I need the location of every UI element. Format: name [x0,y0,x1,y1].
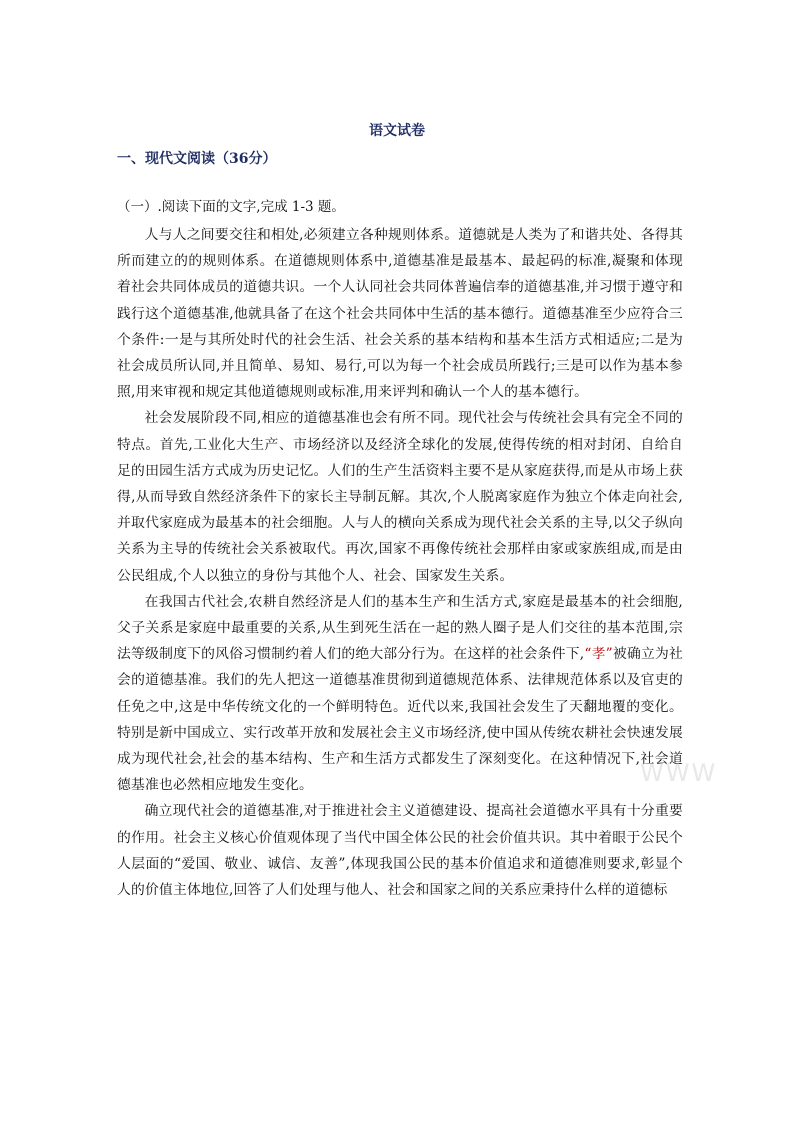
paragraph-4: 确立现代社会的道德基准,对于推进社会主义道德建设、提高社会道德水平具有十分重要的作用。社会主义核心价值观体现了当代中国全体公民的社会价值共识。其中着眼于公民个人层面的“爱国、敬业、诚信、友善”,体现我国公民的基本价值追求和道德准则要求,彰显个人的价值主体地位,回答了人们处理与他人、社会和国家之间的关系应秉持什么样的道德标 [117,803,683,899]
watermark: WWW [640,759,718,787]
paragraph-3 [117,589,683,799]
paragraph-1: 人与人之间要交往和相处,必须建立各种规则体系。道德就是人类为了和谐共处、各得其所而建立的的规则体系。在道德规则体系中,道德基准是最基本、最起码的标准,凝聚和体现着社会共同体成员的道德共识。一个人认同社会共同体普遍信奉的道德基准,并习惯于遵守和践行这个道德基准,他就具备了在这个社会共同体中生活的基本德行。道德基准至少应符合三个条件:一是与其所处时代的社会生活、社会关系的基本结构和基本生活方式相适应;二是为社会成员所认同,并且简单、易知、易行,可以为每一个社会成员所践行;三是可以作为基本参照,用来审视和规定其他道德规则或标准,用来评判和确认一个人的基本德行。 [117,227,683,401]
paragraph-3-part-2: 被确立为社会的道德基准。我们的先人把这一道德基准贯彻到道德规范体系、法律规范体系以及官吏的任免之中,这是中华传统文化的一个鲜明特色。近代以来,我国社会发生了天翻地覆的变化。特别是新中国成立、实行改革开放和发展社会主义市场经济,使中国从传统农耕社会快速发展成为现代社会,社会的基本结构、生产和生活方式都发生了深刻变化。在这种情况下,社会道德基准也必然相应地发生变化。 [117,646,684,794]
reading-instruction: （一）.阅读下面的文字,完成 1-3 题。 [117,199,345,215]
paragraph-3-part-1: 在我国古代社会,农耕自然经济是人们的基本生产和生活方式,家庭是最基本的社会细胞,父子关系是家庭中最重要的关系,从生到死生活在一起的熟人圈子是人们交往的基本范围,宗法等级制度下的风俗习惯制约着人们的绝大部分行为。在这样的社会条件下, [117,593,683,663]
paragraph-2: 社会发展阶段不同,相应的道德基准也会有所不同。现代社会与传统社会具有完全不同的特点。首先,工业化大生产、市场经济以及经济全球化的发展,使得传统的相对封闭、自给自足的田园生活方式成为历史记忆。人们的生产生活资料主要不是从家庭获得,而是从市场上获得,从而导致自然经济条件下的家长主导制瓦解。其次,个人脱离家庭作为独立个体走向社会,并取代家庭成为最基本的社会细胞。人与人的横向关系成为现代社会关系的主导,以父子纵向关系为主导的传统社会关系被取代。再次,国家不再像传统社会那样由家或家族组成,而是由公民组成,个人以独立的身份与其他个人、社会、国家发生关系。 [117,410,683,584]
page-title: 语文试卷 [369,123,425,139]
quoted-term-xiao: “孝” [584,646,613,663]
reading-passage [117,222,683,903]
section-heading: 一、现代文阅读（36分） [117,151,277,167]
